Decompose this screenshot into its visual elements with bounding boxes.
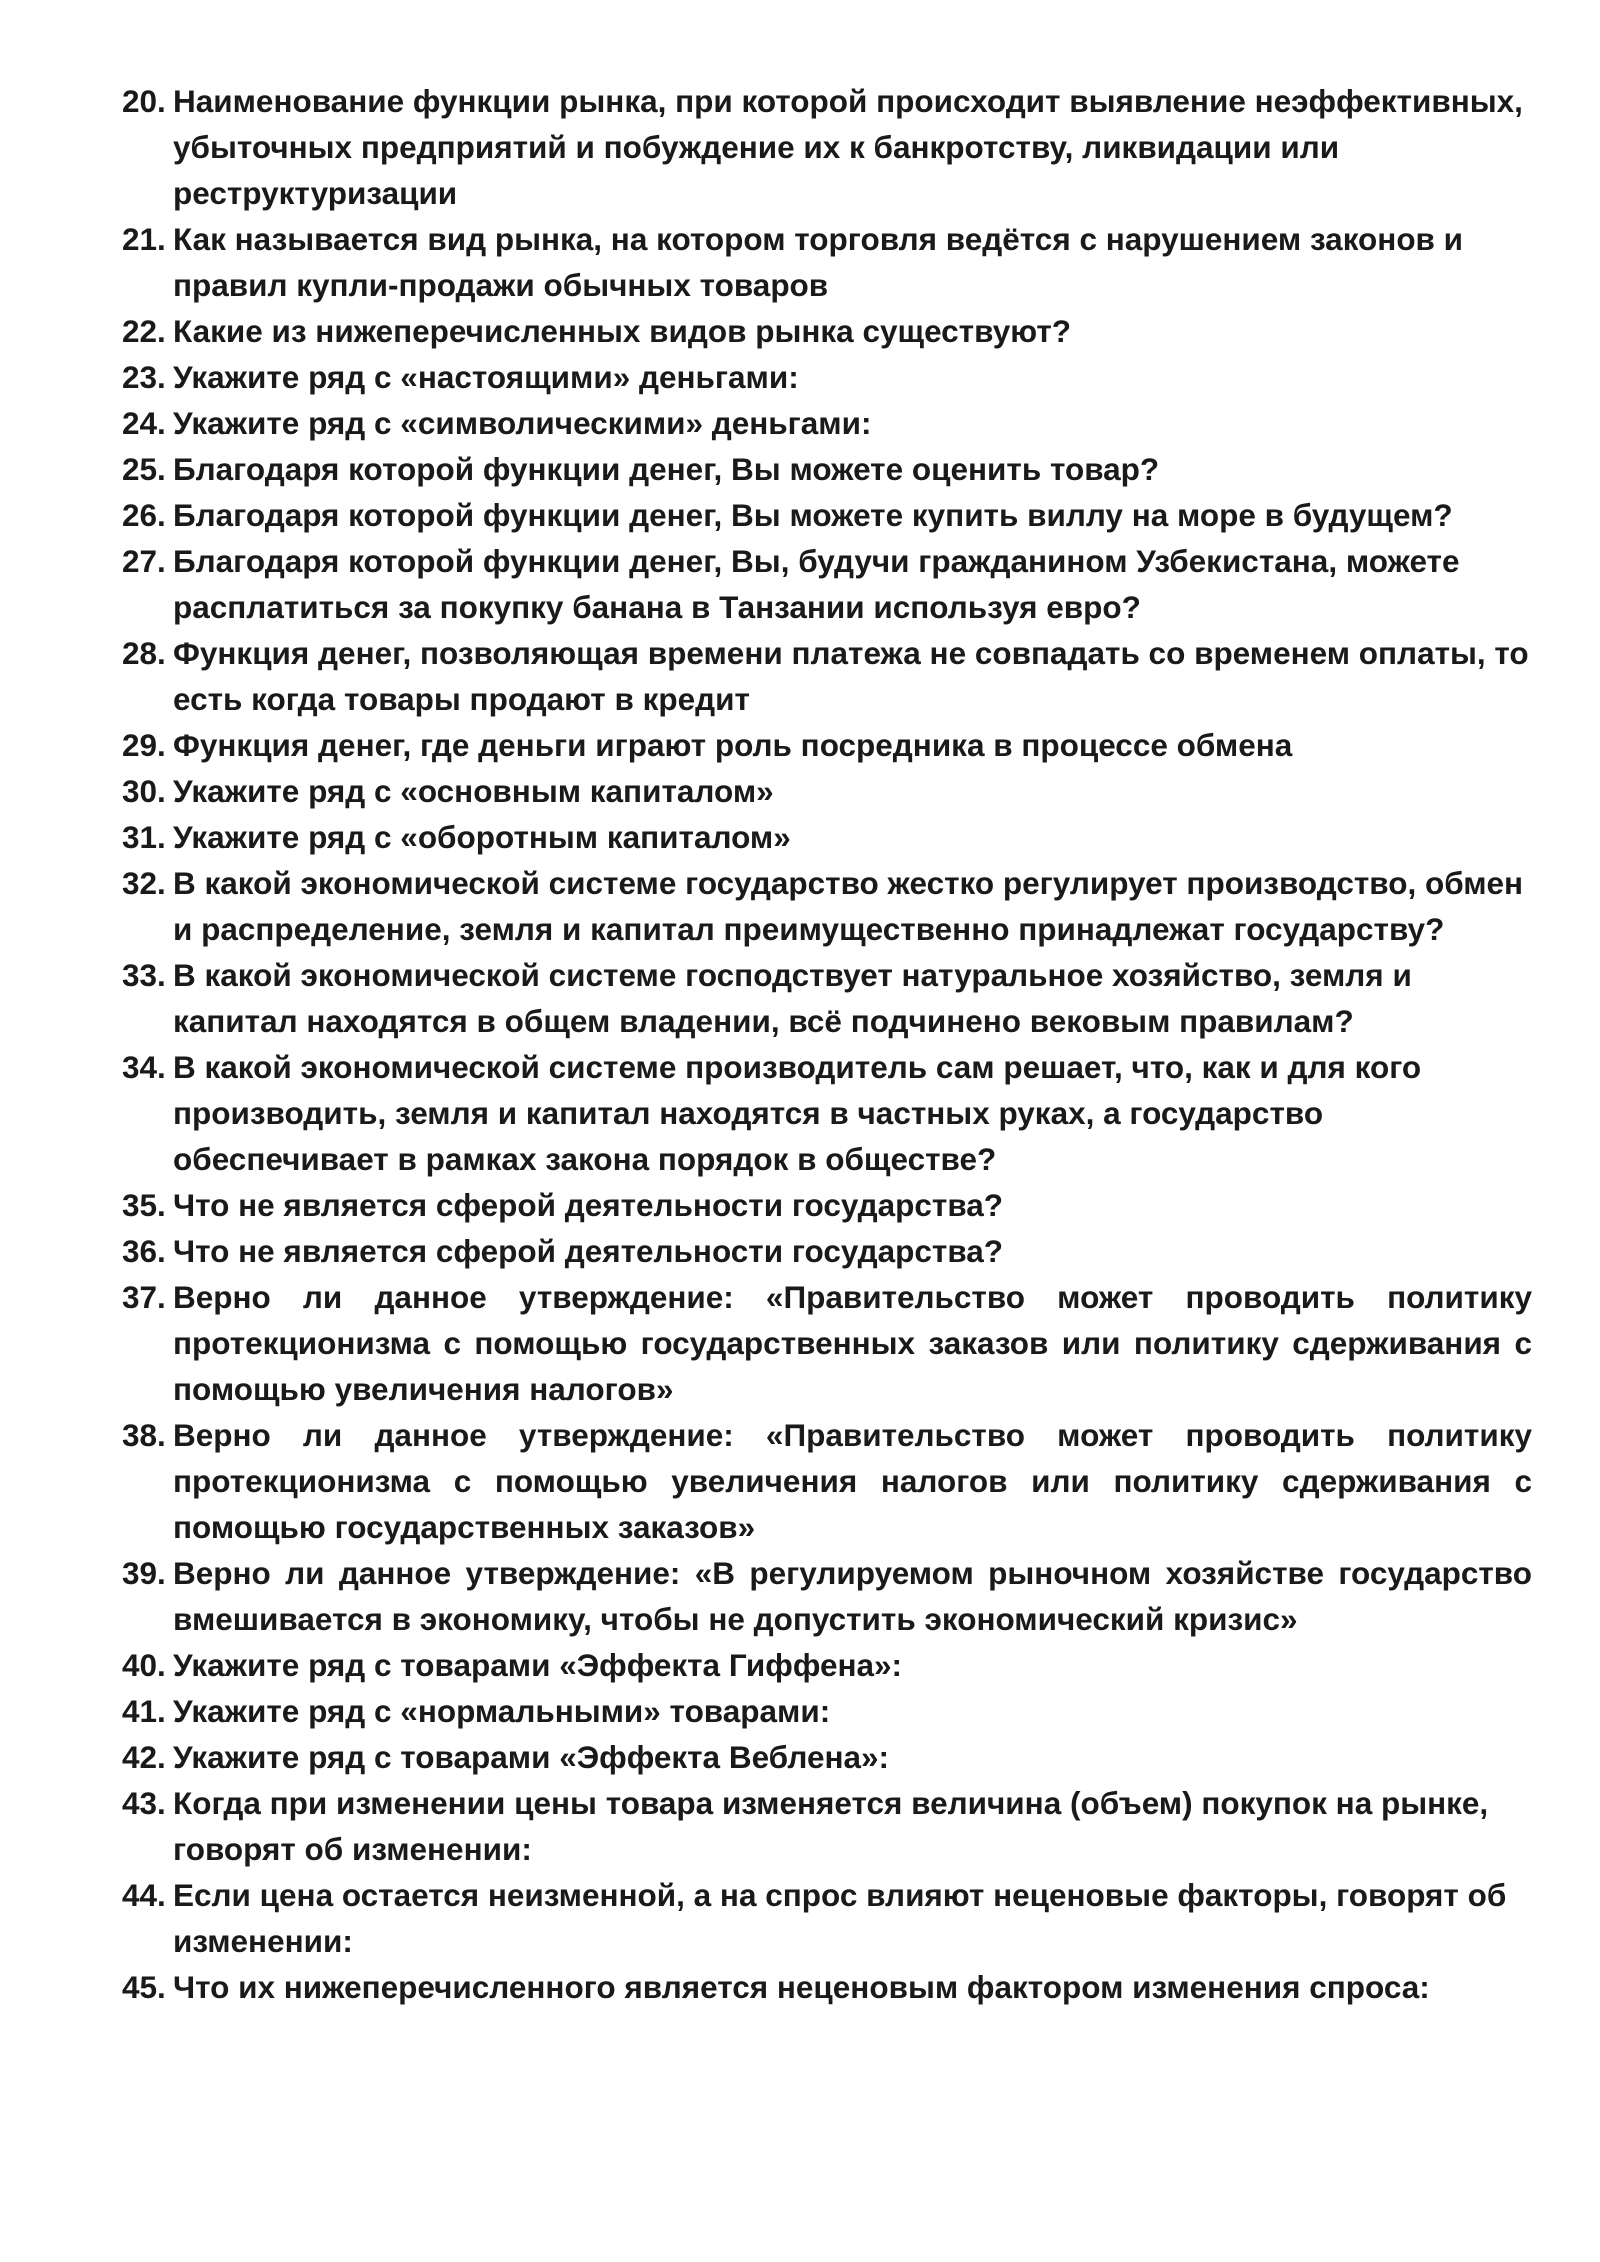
- question-number: 41.: [122, 1693, 166, 1729]
- question-item: [122, 1550, 1532, 1642]
- question-item: [122, 78, 1532, 216]
- question-item: [122, 1964, 1532, 2010]
- question-number: 20.: [122, 83, 166, 119]
- question-text: Укажите ряд с товарами «Эффекта Веблена»:: [173, 1739, 890, 1775]
- question-text: Благодаря которой функции денег, Вы можете купить виллу на море в будущем?: [173, 497, 1453, 533]
- question-text: Что их нижеперечисленного является неценовым фактором изменения спроса:: [173, 1969, 1430, 2005]
- question-text: Укажите ряд с товарами «Эффекта Гиффена»:: [173, 1647, 903, 1683]
- question-item: [122, 722, 1532, 768]
- question-item: [122, 1412, 1532, 1550]
- question-text: В какой экономической системе производитель сам решает, что, как и для кого производить, земля и капитал находятся в частных руках, а государство обеспечивает в рамках закона порядок в обществе?: [173, 1049, 1422, 1177]
- question-item: [122, 1642, 1532, 1688]
- question-text: Если цена остается неизменной, а на спрос влияют неценовые факторы, говорят об изменении:: [173, 1877, 1507, 1959]
- question-number: 37.: [122, 1279, 166, 1315]
- question-number: 40.: [122, 1647, 166, 1683]
- question-text: В какой экономической системе господствует натуральное хозяйство, земля и капитал находятся в общем владении, всё подчинено вековым правилам?: [173, 957, 1412, 1039]
- question-item: [122, 1228, 1532, 1274]
- question-number: 31.: [122, 819, 166, 855]
- question-item: [122, 768, 1532, 814]
- question-item: [122, 860, 1532, 952]
- question-number: 24.: [122, 405, 166, 441]
- question-number: 28.: [122, 635, 166, 671]
- question-text: Когда при изменении цены товара изменяется величина (объем) покупок на рынке, говорят об изменении:: [173, 1785, 1489, 1867]
- question-text: Укажите ряд с «основным капиталом»: [173, 773, 774, 809]
- question-item: [122, 814, 1532, 860]
- question-text: Функция денег, позволяющая времени платежа не совпадать со временем оплаты, то есть когда товары продают в кредит: [173, 635, 1529, 717]
- question-number: 43.: [122, 1785, 166, 1821]
- question-item: [122, 354, 1532, 400]
- question-text: Как называется вид рынка, на котором торговля ведётся с нарушением законов и правил купли-продажи обычных товаров: [173, 221, 1464, 303]
- question-item: [122, 1734, 1532, 1780]
- question-item: [122, 1780, 1532, 1872]
- question-item: [122, 952, 1532, 1044]
- question-item: [122, 216, 1532, 308]
- question-item: [122, 1274, 1532, 1412]
- question-text: Что не является сферой деятельности государства?: [173, 1187, 1004, 1223]
- question-item: [122, 492, 1532, 538]
- question-text: Укажите ряд с «настоящими» деньгами:: [173, 359, 799, 395]
- question-number: 44.: [122, 1877, 166, 1913]
- question-number: 22.: [122, 313, 166, 349]
- question-item: [122, 1688, 1532, 1734]
- question-item: [122, 1872, 1532, 1964]
- question-text: Укажите ряд с «оборотным капиталом»: [173, 819, 791, 855]
- question-text: Укажите ряд с «символическими» деньгами:: [173, 405, 872, 441]
- question-text: Укажите ряд с «нормальными» товарами:: [173, 1693, 831, 1729]
- question-number: 27.: [122, 543, 166, 579]
- question-text: Благодаря которой функции денег, Вы можете оценить товар?: [173, 451, 1160, 487]
- question-text: Функция денег, где деньги играют роль посредника в процессе обмена: [173, 727, 1293, 763]
- question-text: Благодаря которой функции денег, Вы, будучи гражданином Узбекистана, можете расплатиться за покупку банана в Танзании используя евро?: [173, 543, 1460, 625]
- question-item: [122, 538, 1532, 630]
- question-number: 30.: [122, 773, 166, 809]
- question-item: [122, 446, 1532, 492]
- question-number: 33.: [122, 957, 166, 993]
- question-number: 35.: [122, 1187, 166, 1223]
- question-item: [122, 630, 1532, 722]
- question-item: [122, 1182, 1532, 1228]
- question-item: [122, 400, 1532, 446]
- question-text: В какой экономической системе государство жестко регулирует производство, обмен и распределение, земля и капитал преимущественно принадлежат государству?: [173, 865, 1524, 947]
- question-list: [122, 78, 1532, 2010]
- question-text: Верно ли данное утверждение: «Правительство может проводить политику протекционизма с помощью государственных заказов или политику сдерживания с помощью увеличения налогов»: [173, 1279, 1532, 1407]
- question-item: [122, 308, 1532, 354]
- question-number: 36.: [122, 1233, 166, 1269]
- question-number: 34.: [122, 1049, 166, 1085]
- question-number: 21.: [122, 221, 166, 257]
- question-number: 29.: [122, 727, 166, 763]
- question-number: 26.: [122, 497, 166, 533]
- question-text: Что не является сферой деятельности государства?: [173, 1233, 1004, 1269]
- question-text: Верно ли данное утверждение: «В регулируемом рыночном хозяйстве государство вмешивается в экономику, чтобы не допустить экономический кризис»: [173, 1555, 1532, 1637]
- question-number: 42.: [122, 1739, 166, 1775]
- question-number: 39.: [122, 1555, 166, 1591]
- question-text: Какие из нижеперечисленных видов рынка существуют?: [173, 313, 1071, 349]
- question-number: 45.: [122, 1969, 166, 2005]
- question-item: [122, 1044, 1532, 1182]
- question-number: 25.: [122, 451, 166, 487]
- question-number: 32.: [122, 865, 166, 901]
- question-text: Наименование функции рынка, при которой происходит выявление неэффективных, убыточных предприятий и побуждение их к банкротству, ликвидации или реструктуризации: [173, 83, 1523, 211]
- question-text: Верно ли данное утверждение: «Правительство может проводить политику протекционизма с помощью увеличения налогов или политику сдерживания с помощью государственных заказов»: [173, 1417, 1532, 1545]
- question-number: 23.: [122, 359, 166, 395]
- question-number: 38.: [122, 1417, 166, 1453]
